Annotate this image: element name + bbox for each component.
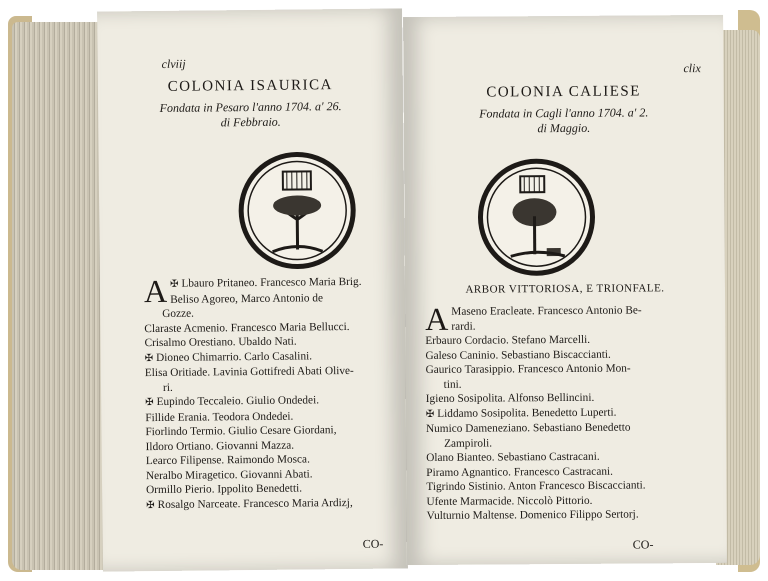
- entry-text: Dioneo Chimarrio. Carlo Casalini.: [156, 349, 313, 364]
- entry-text: Fillide Erania. Teodora Ondedei.: [145, 410, 294, 424]
- entry-text: Gaurico Tarasippio. Francesco Antonio Mon-: [425, 362, 631, 376]
- catchword: CO-: [362, 536, 384, 551]
- page-subtitle: [98, 98, 403, 131]
- entry-text: Ildoro Ortiano. Giovanni Mazza.: [145, 439, 295, 453]
- entry-text: Lbauro Pritaneo. Francesco Maria Brig.: [181, 275, 362, 290]
- list-item: [427, 507, 717, 524]
- left-page: [97, 8, 408, 571]
- entry-text: Vulturnio Maltense. Domenico Filippo Sertorj.: [426, 508, 639, 522]
- entry-text: Rosalgo Narceate. Francesco Maria Ardizj,: [157, 496, 353, 511]
- list-item: [146, 495, 398, 513]
- entry-continuation: ri.: [162, 381, 173, 394]
- drop-cap: A: [143, 272, 168, 310]
- entry-text: Elisa Oritiade. Lavinia Gottifredi Abati Olive-: [144, 364, 354, 380]
- cross-icon: ✠: [169, 278, 179, 290]
- entry-text: Erbauro Cordacio. Stefano Marcelli.: [425, 333, 591, 347]
- right-page: [403, 15, 727, 565]
- drop-cap: A: [425, 300, 449, 337]
- catchword: CO-: [632, 537, 654, 552]
- entry-text: Liddamo Sosipolita. Benedetto Luperti.: [437, 406, 617, 420]
- entry-text: Maseno Eracleate. Francesco Antonio Be-: [451, 304, 642, 318]
- entry-text: Igieno Sosipolita. Alfonso Bellincini.: [425, 391, 595, 405]
- entry-continuation: tini.: [443, 378, 462, 391]
- entry-continuation: Gozze.: [162, 307, 194, 320]
- subtitle-line: di Febbraio.: [220, 114, 281, 130]
- emblem-medallion-icon: [237, 149, 358, 272]
- member-list: [144, 274, 398, 513]
- entry-text: Claraste Acmenio. Francesco Maria Bellucci.: [144, 320, 350, 335]
- entry-continuation: Zampiroli.: [444, 437, 493, 450]
- entry-text: Fiorlindo Termio. Giulio Cesare Giordani,: [145, 424, 337, 439]
- entry-text: Beliso Agoreo, Marco Antonio de: [170, 291, 324, 306]
- page-number: clix: [683, 61, 701, 76]
- entry-text: Olano Bianteo. Sebastiano Castracani.: [426, 450, 600, 464]
- page-edges-left: [12, 22, 112, 570]
- list-item: [144, 274, 396, 292]
- entry-text: Ufente Marmacide. Niccolò Pittorio.: [426, 494, 593, 508]
- page-title: COLONIA ISAURICA: [167, 77, 334, 95]
- page-subtitle: [404, 105, 724, 137]
- page-title: COLONIA CALIESE: [486, 83, 641, 101]
- entry-text: Neralbo Miragetico. Giovanni Abati.: [145, 467, 313, 482]
- subtitle-line: Fondata in Pesaro l'anno 1704. a' 26.: [159, 99, 342, 115]
- entry-text: Numico Dameneziano. Sebastiano Benedetto: [425, 421, 631, 435]
- cross-icon: ✠: [146, 499, 155, 511]
- entry-text: Piramo Agnantico. Francesco Castracani.: [426, 465, 613, 479]
- emblem-motto: ARBOR VITTORIOSA, E TRIONFALE.: [465, 282, 665, 296]
- emblem-medallion-icon: [474, 156, 599, 279]
- cross-icon: ✠: [145, 397, 154, 409]
- cross-icon: ✠: [144, 352, 154, 364]
- subtitle-line: Fondata in Cagli l'anno 1704. a' 2.: [479, 105, 649, 121]
- member-list: [425, 300, 717, 524]
- entry-text: Ormillo Pierio. Ippolito Benedetti.: [146, 482, 303, 497]
- entry-continuation: rardi.: [451, 320, 476, 333]
- entry-text: Learco Filipense. Raimondo Mosca.: [145, 453, 310, 468]
- entry-text: Crisalmo Orestiano. Ubaldo Nati.: [144, 335, 297, 350]
- subtitle-line: di Maggio.: [537, 120, 591, 136]
- entry-text: Eupindo Teccaleio. Giulio Ondedei.: [156, 394, 320, 409]
- page-number: clviij: [161, 56, 186, 71]
- entry-text: Galeso Caninio. Sebastiano Biscaccianti.: [425, 348, 611, 362]
- entry-text: Tigrindo Sistinio. Anton Francesco Biscaccianti.: [426, 479, 646, 493]
- cross-icon: ✠: [425, 408, 435, 420]
- open-book: [8, 10, 760, 576]
